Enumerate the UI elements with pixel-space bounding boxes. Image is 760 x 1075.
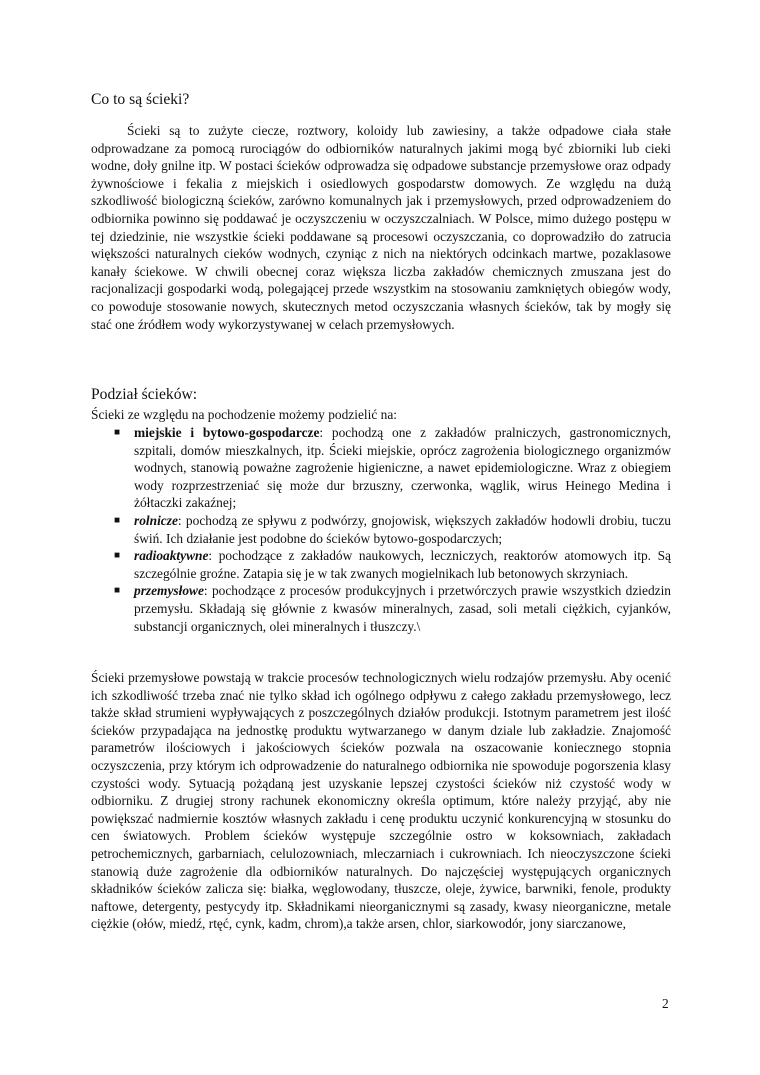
definition-paragraph: Ścieki są to zużyte ciecze, roztwory, koloidy lub zawiesiny, a także odpadowe ciała stałe odprowadzane za pomocą rurociągów do odbiorników naturalnych jakimi mogą być zbiorniki lub cieki wodne, doły gnilne itp. W postaci ścieków odprowadza się odpadowe substancje przemysłowe oraz odpady żywnościowe i fekalia z miejskich i osiedlowych gospodarstw domowych. Ze względu na dużą szkodliwość biologiczną ścieków, zarówno komunalnych jak i przemysłowych, przed odprowadzeniem do odbiornika powinno się poddawać je oczyszczeniu w oczyszczalniach. W Polsce, mimo dużego postępu w tej dziedzinie, nie wszystkie ścieki poddawane są procesowi oczyszczania, co doprowadziło do zatrucia większości naturalnych cieków wodnych, czyniąc z nich na niektórych odcinkach martwe, pozaklasowe kanały ściekowe. W chwili obecnej coraz większa liczba zakładów chemicznych zmuszana jest do racjonalizacji gospodarki wodą, polegającej przede wszystkim na stosowaniu zamkniętych obiegów wody, co powoduje stosowanie nowych, skutecznych metod oczyszczania własnych ścieków, tak by mogły się stać one źródłem wody wykorzystywanej w celach przemysłowych.: [91, 123, 671, 332]
list-item-text: : pochodzące z procesów produkcyjnych i przetwórczych prawie wszystkich dziedzin przemysłu. Składają się głównie z kwasów mineralnych, zasad, soli metali ciężkich, cyjanków, substancji organicznych, olei mineralnych i tłuszczy.\: [134, 583, 671, 634]
list-item-term: miejskie i bytowo-gospodarcze: [134, 425, 320, 440]
square-bullet-icon: ■: [114, 514, 121, 526]
list-item: [91, 582, 671, 635]
square-bullet-icon: ■: [114, 550, 121, 562]
list-item-term: radioaktywne: [134, 548, 209, 564]
sewage-types-list: [91, 424, 671, 635]
list-item-text: : pochodzą one z zakładów pralniczych, gastronomicznych, szpitali, domów mieszkalnych, itp. Ścieki miejskie, oprócz zagrożenia biologicznego organizmów wodnych, stanowią poważne zagrożenie higieniczne, a nawet epidemiologiczne. Wraz z obiegiem wody rozprzestrzeniać się może dur brzuszny, czerwonka, wąglik, wirus Heinego Medina i żółtaczki zakaźnej;: [134, 425, 672, 511]
list-item: [91, 512, 671, 547]
list-item: [91, 547, 671, 582]
list-item-text: : pochodzące z zakładów naukowych, leczniczych, reaktorów atomowych itp. Są szczególnie groźne. Zatapia się je w tak zwanych mogielnikach lub betonowych skrzyniach.: [134, 548, 671, 581]
list-item-term: rolnicze: [134, 512, 178, 528]
list-item: [91, 424, 671, 512]
square-bullet-icon: ■: [114, 427, 121, 438]
list-item-text: : pochodzą ze spływu z podwórzy, gnojowisk, większych zakładów hodowli drobiu, tuczu świń. Ich działanie jest podobne do ścieków bytowo-gospodarczych;: [134, 512, 671, 546]
classification-intro: Ścieki ze względu na pochodzenie możemy podzielić na:: [91, 407, 398, 422]
page-number: 2: [662, 996, 669, 1011]
section-title-what-is-sewage: Co to są ścieki?: [91, 91, 190, 108]
section-title-sewage-classification: Podział ścieków:: [91, 386, 198, 403]
square-bullet-icon: ■: [114, 585, 121, 597]
list-item-term: przemysłowe: [134, 583, 204, 599]
industrial-sewage-paragraph: Ścieki przemysłowe powstają w trakcie procesów technologicznych wielu rodzajów przemysłu. Aby ocenić ich szkodliwość trzeba znać nie tylko skład ich ogólnego odpływu z całego zakładu przemysłowego, lecz także skład strumieni wypływających z poszczególnych działów produkcji. Istotnym parametrem jest ilość ścieków przypadająca na jednostkę produktu wytwarzanego w danym dziale lub zakładzie. Znajomość parametrów ilościowych i jakościowych ścieków pozwala na oszacowanie koniecznego stopnia oczyszczenia, przy którym ich odprowadzenie do naturalnego odbiornika nie spowoduje pogorszenia klasy czystości wody. Sytuacją pożądaną jest uzyskanie lepszej czystości ścieków niż czystość wody w odbiorniku. Z drugiej strony rachunek ekonomiczny określa optimum, które należy przyjąć, aby nie powiększać nadmiernie kosztów własnych zakładu i cenę produktu uczynić konkurencyjną w stosunku do cen światowych. Problem ścieków występuje szczególnie ostro w koksowniach, zakładach petrochemicznych, garbarniach, celulozowniach, mleczarniach i cukrowniach. Ich nieoczyszczone ścieki stanowią duże zagrożenie dla odbiorników naturalnych. Do najczęściej występujących organicznych składników ścieków zalicza się: białka, węglowodany, tłuszcze, oleje, żywice, barwniki, fenole, produkty naftowe, detergenty, pestycydy itp. Składnikami nieorganicznymi są zasady, kwasy nieorganiczne, metale ciężkie (ołów, miedź, rtęć, cynk, kadm, chrom),a także arsen, chlor, siarkowodór, jony siarczanowe,: [91, 670, 671, 932]
